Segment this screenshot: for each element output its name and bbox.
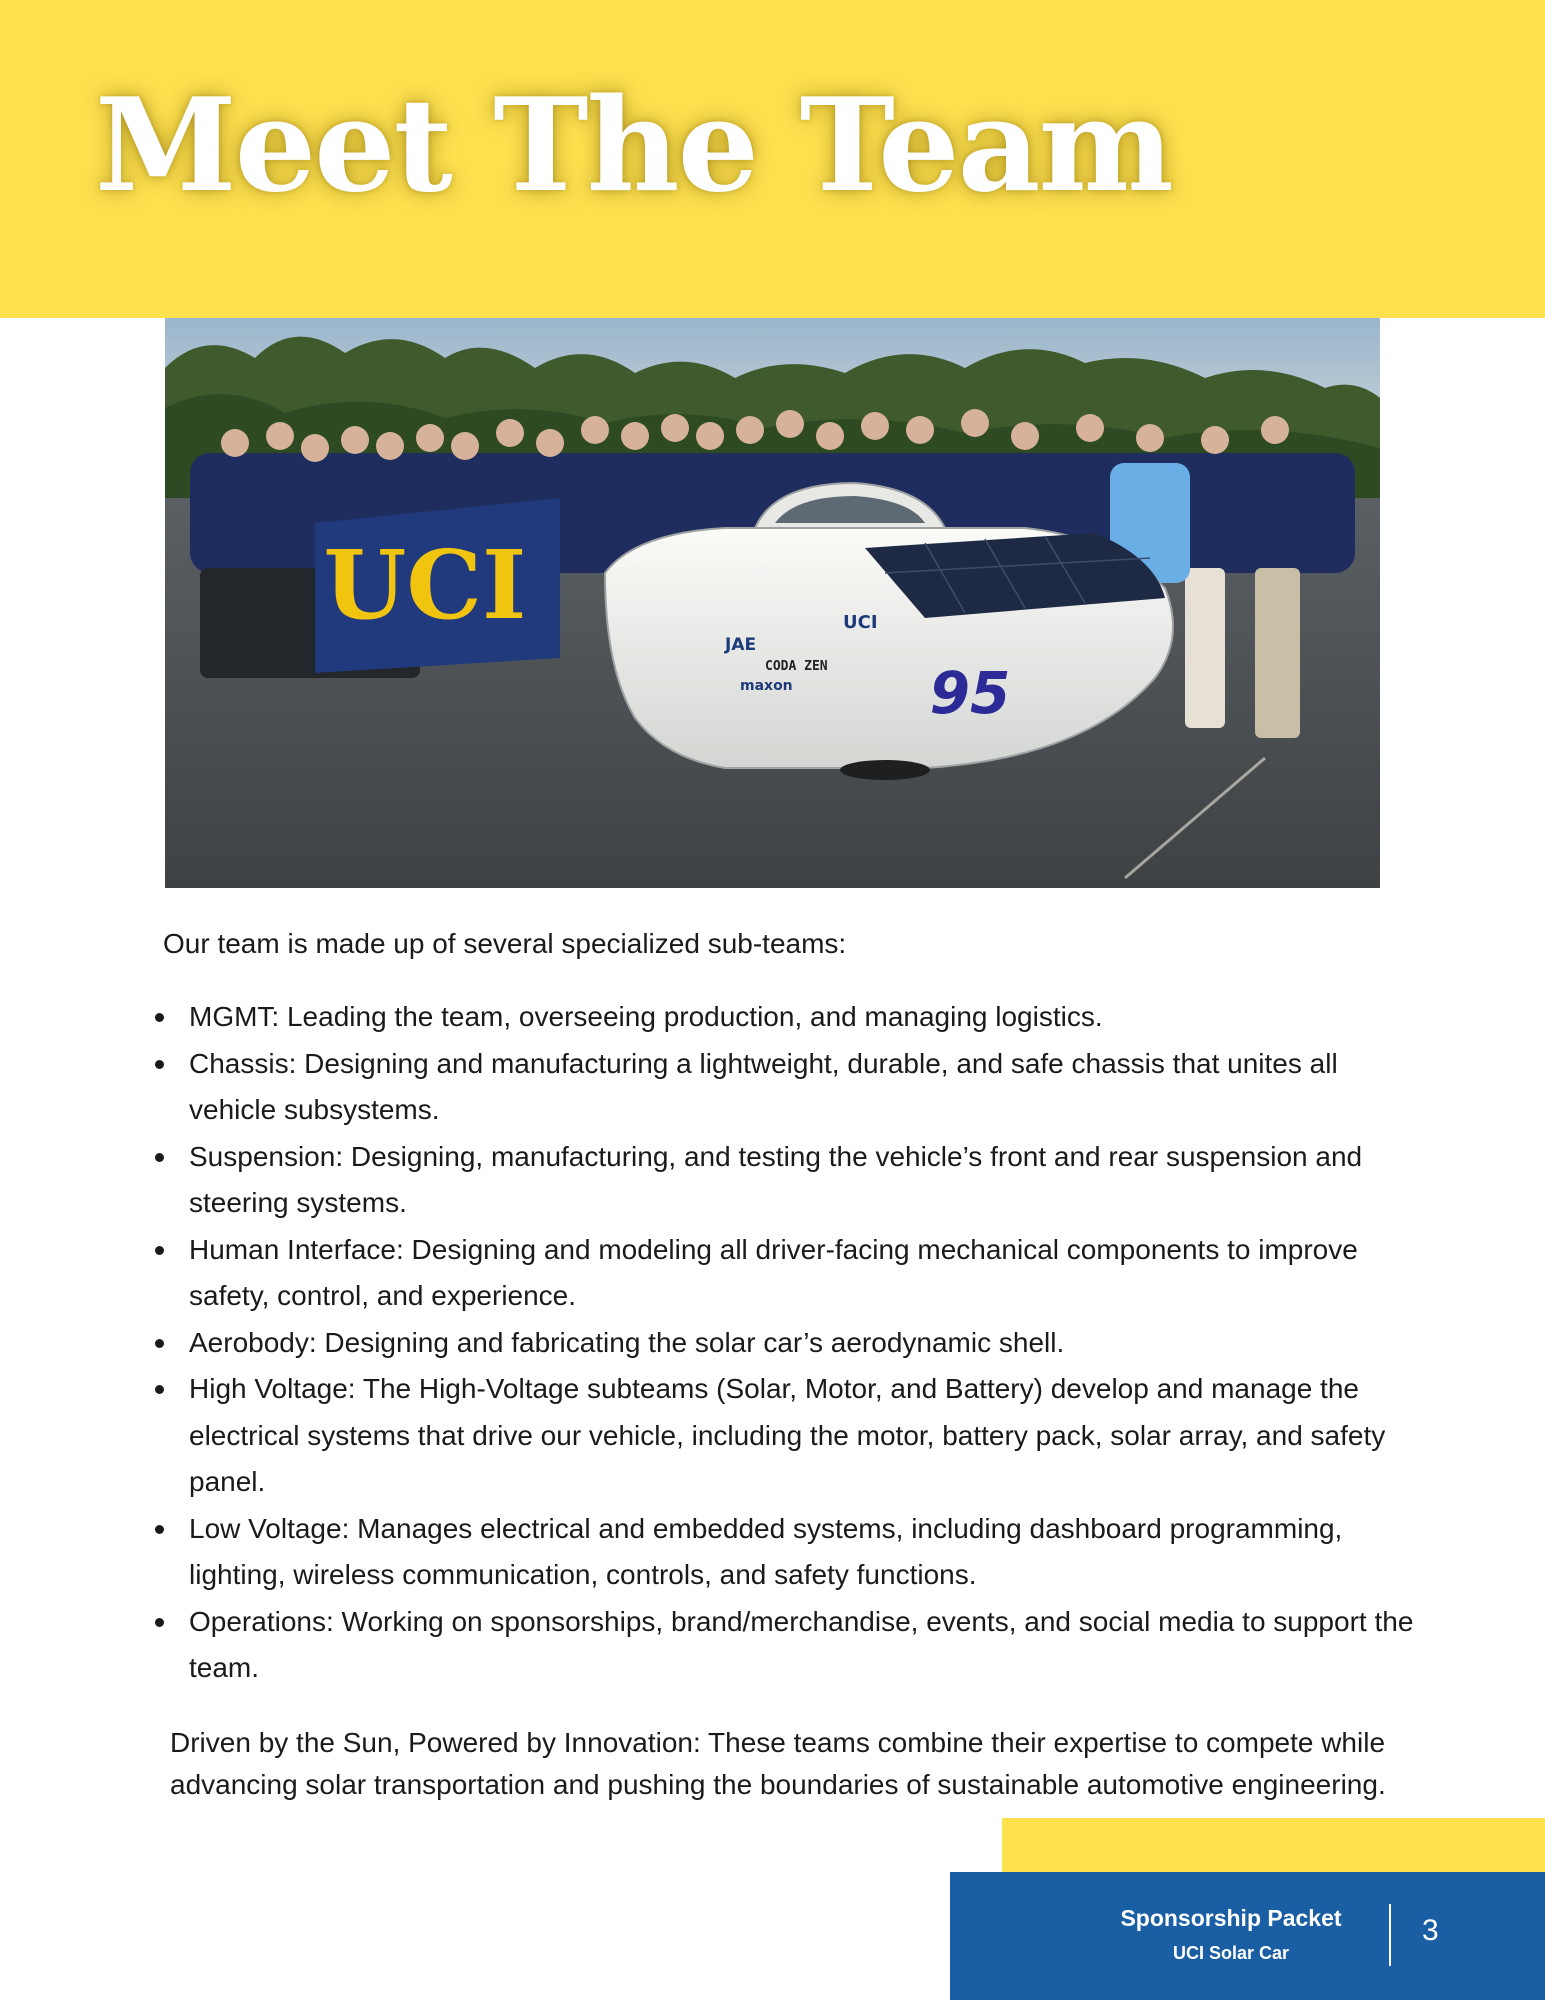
- subteam-text: Low Voltage: Manages electrical and embedded systems, including dashboard programming, lighting, wireless communication, controls, and safety functions.: [189, 1512, 1343, 1590]
- page-number: 3: [1422, 1914, 1439, 1947]
- subteam-text: Operations: Working on sponsorships, brand/merchandise, events, and social media to support the team.: [189, 1605, 1414, 1683]
- page-title: Meet The Team: [95, 71, 1172, 221]
- footer-panel: [950, 1872, 1545, 2000]
- bullet: [155, 1246, 164, 1255]
- footer-divider: [1389, 1904, 1391, 1966]
- subteam-suspension: [150, 1134, 1430, 1227]
- bullet: [155, 1618, 164, 1627]
- subteam-high-voltage: [150, 1366, 1430, 1506]
- bullet: [155, 1525, 164, 1534]
- subteam-list: [150, 994, 1430, 1692]
- uci-flag: [315, 498, 560, 673]
- intro-text: Our team is made up of several specialized sub-teams:: [163, 928, 847, 959]
- car-sponsor-coda: CODA ZEN: [765, 659, 828, 674]
- car-brand: UCI: [843, 612, 878, 633]
- car-sponsor-maxon: maxon: [740, 678, 793, 694]
- team-photo: [165, 318, 1380, 888]
- subteam-mgmt: [150, 994, 1430, 1041]
- subteam-text: Suspension: Designing, manufacturing, and testing the vehicle’s front and rear suspension and steering systems.: [189, 1140, 1363, 1218]
- flag-letters: UCI: [323, 530, 527, 641]
- subteam-chassis: [150, 1041, 1430, 1134]
- car-number: 95: [929, 659, 1011, 727]
- footer-accent-bar: [1002, 1818, 1545, 1872]
- bullet: [155, 1339, 164, 1348]
- subteam-text: Chassis: Designing and manufacturing a lightweight, durable, and safe chassis that unites all vehicle subsystems.: [189, 1047, 1338, 1125]
- car-sponsor-jae: JAE: [725, 635, 757, 655]
- subteam-text: Human Interface: Designing and modeling all driver-facing mechanical components to improve safety, control, and experience.: [189, 1233, 1358, 1311]
- closing-paragraph: Driven by the Sun, Powered by Innovation: These teams combine their expertise to compete while advancing solar transportation and pushing the boundaries of sustainable automotive engineering.: [170, 1727, 1386, 1800]
- subteam-text: Aerobody: Designing and fabricating the solar car’s aerodynamic shell.: [189, 1326, 1065, 1358]
- subteam-text: MGMT: Leading the team, overseeing production, and managing logistics.: [189, 1001, 1103, 1032]
- footer-subtitle: UCI Solar Car: [1172, 1943, 1290, 1963]
- subteam-operations: [150, 1599, 1430, 1692]
- subteam-text: High Voltage: The High-Voltage subteams (Solar, Motor, and Battery) develop and manage the electrical systems that drive our vehicle, including the motor, battery pack, solar array, and safety panel.: [189, 1373, 1386, 1497]
- bullet: [155, 1013, 164, 1022]
- subteam-low-voltage: [150, 1506, 1430, 1599]
- footer-title: Sponsorship Packet: [1120, 1905, 1342, 1931]
- subteam-human-interface: [150, 1227, 1430, 1320]
- bullet: [155, 1153, 164, 1162]
- bullet: [155, 1385, 164, 1394]
- bullet: [155, 1060, 164, 1069]
- subteam-aerobody: [150, 1320, 1430, 1367]
